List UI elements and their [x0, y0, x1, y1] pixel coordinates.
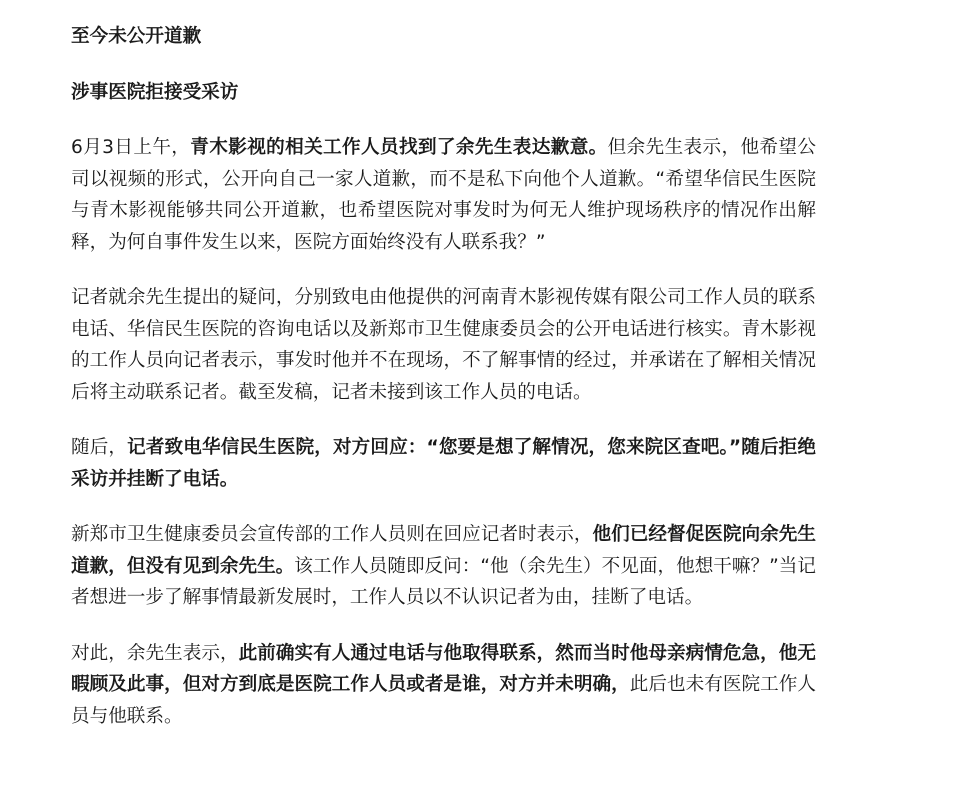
- article-body: [71, 21, 816, 756]
- paragraph-mr-yu-statement: [71, 638, 816, 733]
- bold-text-segment: 记者致电华信民生医院，对方回应：“您要是想了解情况，您来院区查吧。”随后拒绝采访并挂断了电话。: [71, 437, 816, 490]
- text-segment: 记者就余先生提出的疑问，分别致电由他提供的河南青木影视传媒有限公司工作人员的联系电话、华信民生医院的咨询电话以及新郑市卫生健康委员会的公开电话进行核实。青木影视的工作人员向记者表示，事发时他并不在现场，不了解事情的经过，并承诺在了解相关情况后将主动联系记者。截至发稿，记者未接到该工作人员的电话。: [71, 287, 816, 403]
- section-heading-hospital-refuses: 涉事医院拒接受采访: [71, 81, 239, 103]
- paragraph-verification: [71, 282, 816, 408]
- bold-text-segment: 此前确实有人通过电话与他取得联系，然而当时他母亲病情危急，他无暇顾及此事，但对方到底是医院工作人员或者是谁，对方并未明确，: [71, 642, 816, 695]
- paragraph-hospital-response: [71, 432, 816, 495]
- paragraph-apology: [71, 132, 816, 258]
- section-heading-no-apology: 至今未公开道歉: [71, 26, 202, 47]
- text-segment: 此后也未有医院工作人员与他联系。: [71, 674, 816, 727]
- text-segment: 但余先生表示，他希望公司以视频的形式，公开向自己一家人道歉，而不是私下向他个人道歉。“希望华信民生医院与青木影视能够共同公开道歉，也希望医院对事发时为何无人维护现场秩序的情况作出解释，为何自事件发生以来，医院方面始终没有人联系我？”: [71, 137, 816, 253]
- text-segment: 新郑市卫生健康委员会宣传部的工作人员则在回应记者时表示，: [71, 524, 593, 545]
- text-segment: 6月3日上午，: [71, 137, 191, 158]
- text-segment: 该工作人员随即反问：“他（余先生）不见面，他想干嘛？”当记者想进一步了解事情最新发展时，工作人员以不认识记者为由，挂断了电话。: [71, 555, 816, 608]
- text-segment: 对此，余先生表示，: [71, 642, 239, 664]
- bold-text-segment: 他们已经督促医院向余先生道歉，但没有见到余先生。: [71, 524, 816, 577]
- text-segment: 随后，: [71, 437, 128, 458]
- paragraph-health-commission: [71, 519, 816, 614]
- bold-text-segment: 青木影视的相关工作人员找到了余先生表达歉意。: [190, 137, 608, 158]
